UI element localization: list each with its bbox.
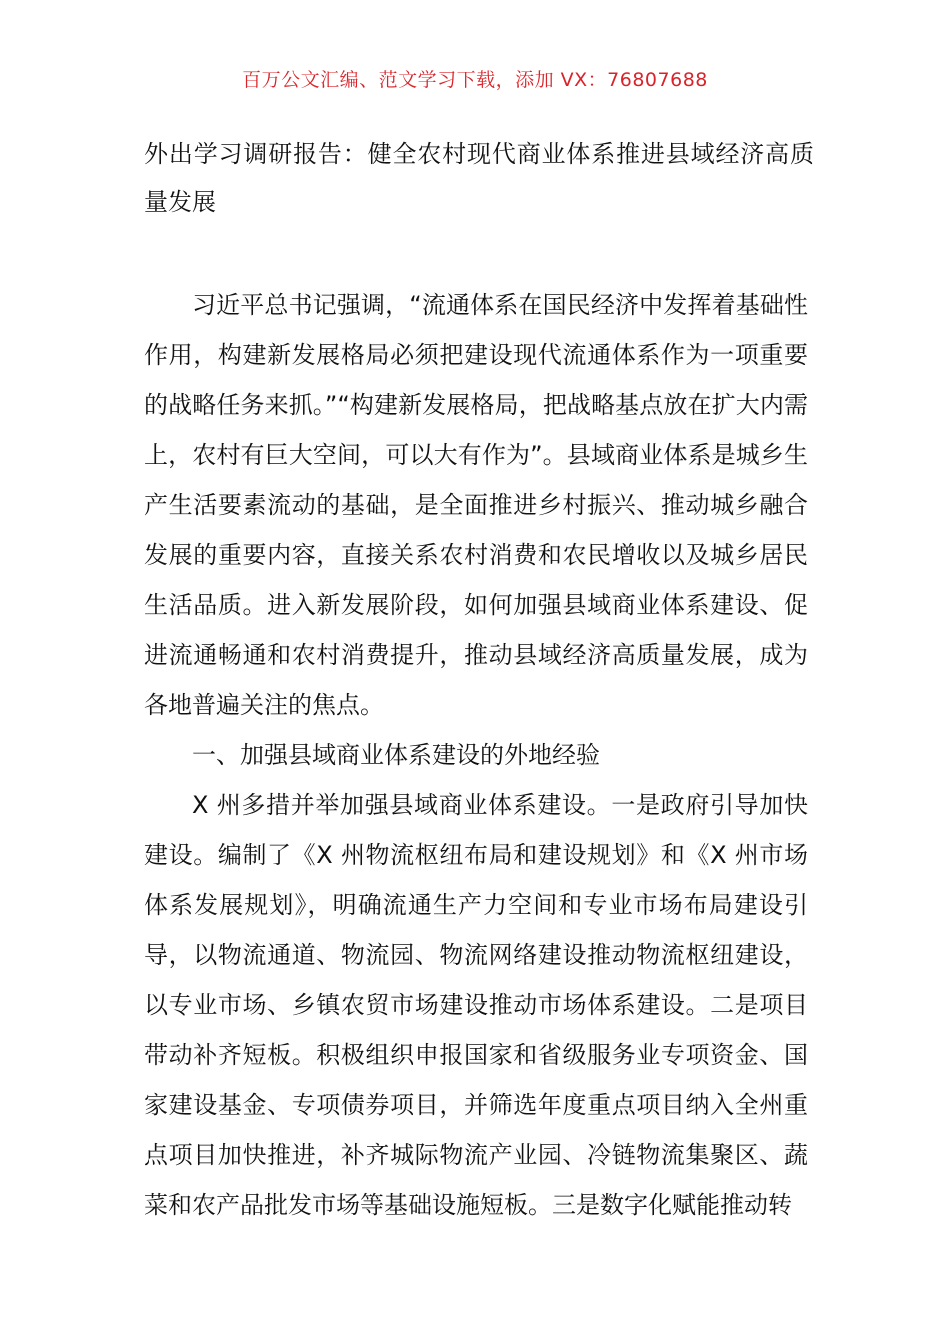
document-title: 外出学习调研报告：健全农村现代商业体系推进县域经济高质量发展 — [144, 140, 814, 216]
section-heading-1: 一、加强县域商业体系建设的外地经验 — [192, 741, 600, 769]
document-body — [144, 280, 808, 1230]
paragraph-x-state-experience: X 州多措并举加强县域商业体系建设。一是政府引导加快建设。编制了《X 州物流枢纽布局和建设规划》和《X 州市场体系发展规划》，明确流通生产力空间和专业市场布局建设引导，以物流通道、物流园、物流网络建设推动物流枢纽建设，以专业市场、乡镇农贸市场建设推动市场体系建设。二是项目带动补齐短板。积极组织申报国家和省级服务业专项资金、国家建设基金、专项债券项目，并筛选年度重点项目纳入全州重点项目加快推进，补齐城际物流产业园、冷链物流集聚区、蔬菜和农产品批发市场等基础设施短板。三是数字化赋能推动转 — [144, 791, 808, 1219]
paragraph-intro: 习近平总书记强调，“流通体系在国民经济中发挥着基础性作用，构建新发展格局必须把建设现代流通体系作为一项重要的战略任务来抓。”“构建新发展格局，把战略基点放在扩大内需上，农村有巨大空间，可以大有作为”。县域商业体系是城乡生产生活要素流动的基础，是全面推进乡村振兴、推动城乡融合发展的重要内容，直接关系农村消费和农民增收以及城乡居民生活品质。进入新发展阶段，如何加强县域商业体系建设、促进流通畅通和农村消费提升，推动县域经济高质量发展，成为各地普遍关注的焦点。 — [144, 291, 808, 719]
header-banner: 百万公文汇编、范文学习下载，添加 VX：76807688 — [242, 69, 708, 91]
